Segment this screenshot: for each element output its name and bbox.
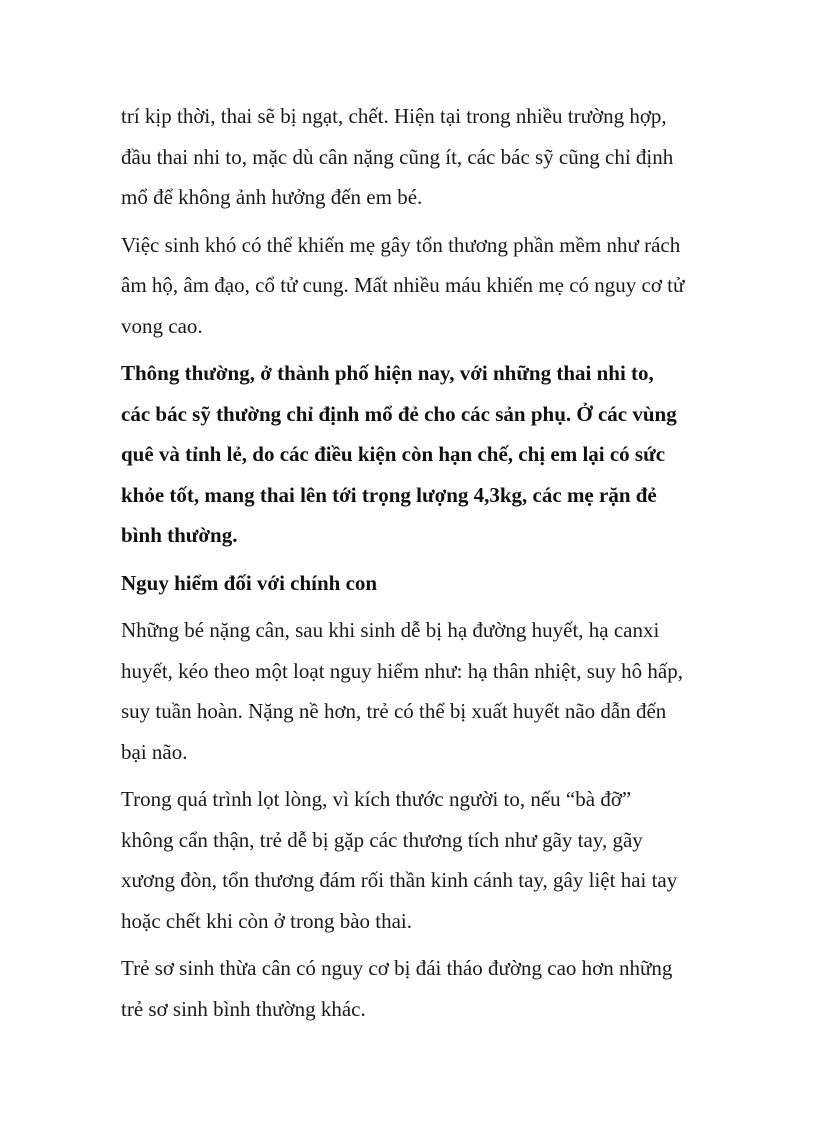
section-heading <box>121 563 701 604</box>
text-line: đầu thai nhi to, mặc dù cân nặng cũng ít, các bác sỹ cũng chỉ định <box>121 144 674 169</box>
text-line: bình thường. <box>121 523 238 547</box>
paragraph-mother-injury <box>121 225 701 347</box>
document-body <box>121 96 701 1036</box>
text-line: quê và tỉnh lẻ, do các điều kiện còn hạn chế, chị em lại có sức <box>121 442 666 466</box>
text-line: Trong quá trình lọt lòng, vì kích thước người to, nếu “bà đỡ” <box>121 787 632 811</box>
text-line: khỏe tốt, mang thai lên tới trọng lượng 4,3kg, các mẹ rặn đẻ <box>121 482 657 507</box>
paragraph-delivery-risk <box>121 96 701 218</box>
text-line: vong cao. <box>121 313 203 338</box>
paragraph-city-vs-rural <box>121 353 701 556</box>
text-line: các bác sỹ thường chỉ định mổ đẻ cho các sản phụ. Ở các vùng <box>121 401 677 426</box>
text-line: mổ để không ảnh hưởng đến em bé. <box>121 185 423 209</box>
text-line: âm hộ, âm đạo, cổ tử cung. Mất nhiều máu khiến mẹ có nguy cơ tử <box>121 273 685 297</box>
text-line: xương đòn, tổn thương đám rối thần kinh cánh tay, gây liệt hai tay <box>121 868 678 892</box>
heading-text: Nguy hiểm đối với chính con <box>121 570 378 595</box>
text-line: huyết, kéo theo một loạt nguy hiểm như: hạ thân nhiệt, suy hô hấp, <box>121 658 683 683</box>
text-line: trẻ sơ sinh bình thường khác. <box>121 996 366 1021</box>
text-line: bại não. <box>121 739 188 764</box>
text-line: Thông thường, ở thành phố hiện nay, với những thai nhi to, <box>121 361 654 385</box>
text-line: Trẻ sơ sinh thừa cân có nguy cơ bị đái tháo đường cao hơn những <box>121 956 673 980</box>
paragraph-newborn-risks <box>121 610 701 772</box>
paragraph-diabetes-risk <box>121 948 701 1029</box>
text-line: Những bé nặng cân, sau khi sinh dễ bị hạ đường huyết, hạ canxi <box>121 618 660 642</box>
text-line: không cẩn thận, trẻ dễ bị gặp các thương tích như gãy tay, gãy <box>121 827 643 852</box>
paragraph-birth-injury <box>121 779 701 941</box>
text-line: hoặc chết khi còn ở trong bào thai. <box>121 908 413 933</box>
text-line: trí kịp thời, thai sẽ bị ngạt, chết. Hiện tại trong nhiều trường hợp, <box>121 104 667 128</box>
text-line: Việc sinh khó có thể khiến mẹ gây tổn thương phần mềm như rách <box>121 232 681 257</box>
text-line: suy tuần hoàn. Nặng nề hơn, trẻ có thể bị xuất huyết não dẫn đến <box>121 699 667 723</box>
